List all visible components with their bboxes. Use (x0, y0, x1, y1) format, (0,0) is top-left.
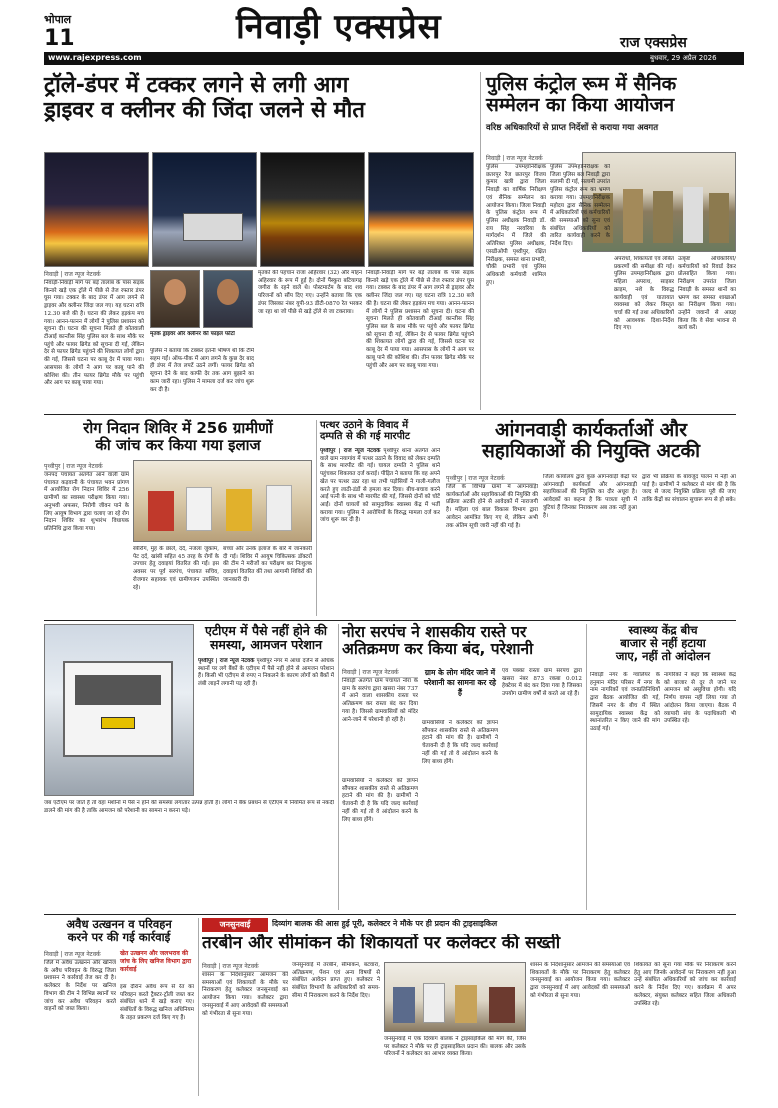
body-col-4: ग्रामवासियों ने कलेक्टर को ज्ञापन सौंपकर शासकीय रास्ते से अतिक्रमण हटाने की मांग की है। ग्रामीणों ने चेतावनी दी है कि यदि जल्द कार्रवाई नहीं की गई तो वे आंदोलन करने के लिए बाध्य होंगे। (342, 778, 418, 823)
headline (44, 74, 474, 123)
body-col-2: पुलिस ने बताया कि टक्कर इतनी भीषण थी कि टीमें सहम गईं। ऑफ-पीक में आग लगने के कुछ देर बाद ही डंपर में तेज लपटें उठने लगीं। फायर ब्रिगेड को सूचना देने के बाद काफी देर तक आग बुझाने का काम जारी रहा। पुलिस ने मामला दर्ज कर जांच शुरू कर दी है। (150, 348, 254, 393)
headline-line-1: पत्थर उठाने के विवाद में (320, 420, 409, 431)
headline-line-2: सहायिकाओं की नियुक्ति अटकी (481, 440, 701, 463)
deck: वरिष्ठ अधिकारियों से प्राप्त निर्देशों से कराया गया अवगत (486, 123, 659, 133)
headline-line-1: अवैध उत्खनन व परिवहन (66, 917, 172, 931)
headline (446, 420, 736, 463)
byline: पृथ्वीपुर | राज न्यूज नेटवर्क (320, 448, 381, 454)
headline (590, 624, 736, 663)
story-nora-sarpanch (342, 624, 582, 910)
jansunvai-photo (384, 962, 526, 1032)
body-col-4: उत्कृष्ट अधिकारियों/कर्मचारियों को रिवार्ड देकर प्रोत्साहित किया गया। निरीक्षण उपरांत जिला निवाड़ी के समस्त थानों का भ्रमण कर समस्त शाखाओं का निरीक्षण किया गया। उन्होंने जवानों से आग्रह किया कि वे सेवा भावना से कार्य करें। (678, 256, 736, 332)
body-col-3: मृतकों की पहचान राजा अहिरवार (32) और मोहन अहिरवार के रूप में हुई है। दोनों पैंस्कुरा बटियागढ़ जगीरा के रहने वाले थे। पोस्टमार्टम के बाद शव परिजनों को सौंप दिए गए। उन्होंने बताया कि एक डंपर जिसका नंबर यूपी-93 डीटी-0870 रेत भरकर जा रहा था जो पीछे से खड़े ट्रॉले से जा टकराया। (258, 270, 362, 315)
atm-truck-photo (44, 624, 194, 796)
story-illegal-mining (44, 918, 194, 1096)
byline: पृथ्वीपुर | राज न्यूज नेटवर्क (198, 658, 255, 664)
story-jansunvai (202, 918, 736, 1096)
body-col-1: शासन के निर्देशानुसार आमजन की समस्याओं एवं शिकायतों के मौके पर निराकरण हेतु कलेक्टर जनसुनवाई का आयोजन किया गया। कलेक्टर द्वारा जनसुनवाई में आए आवेदकों की समस्याओं को गंभीरता से सुना गया। (202, 972, 288, 1017)
headline (320, 420, 440, 442)
headline-line-1: ट्रॉले-डंपर में टक्कर लगने से लगी आग (44, 73, 349, 98)
headline (44, 918, 194, 944)
body-col-1: जनपद पंचायत अंतर्गत आने वाली ग्राम पंचायत कड़वानी के पंचायत भवन प्रांगण में आयोजित रोग निदान शिविर में 256 ग्रामीणों का स्वास्थ्य परीक्षण किया गया। अनुभवी अफसर, निरोगी जीवन पाने के लिए आयुष विभाग द्वारा चलाए जा रहे रोग निदान शिविर का शुभारंभ विधायक प्रतिनिधि द्वारा किया गया। (44, 472, 129, 533)
body-col-2: इस दौरान अवैध रूप से रेत का परिवहन करते ट्रैक्टर-ट्रॉली जब्त कर संबंधित थाने में खड़े कराए गए। संबंधितों के विरुद्ध खनिज अधिनियम के तहत प्रकरण दर्ज किए गए हैं। (120, 984, 194, 1021)
story-health-camp (44, 420, 312, 616)
headline-line-2: दम्पति से की गई मारपीट (320, 431, 410, 443)
subhead: खेत उत्खनन और जलभराव की जांच के लिए खनिज विभाग द्वारा कार्रवाई (120, 950, 192, 973)
story-anganwadi (446, 420, 736, 616)
byline: निवाड़ी | राज न्यूज नेटवर्क (486, 154, 576, 164)
headline-line-2: समस्या, आमजन परेशान (209, 637, 323, 652)
body-col-2: जनसुनवाई में तरबीन, सीमांकन, बंटवारा, अतिक्रमण, पेंशन एवं अन्य विषयों से संबंधित आवेदन प्राप्त हुए। कलेक्टर ने संबंधित विभागों के अधिकारियों को समय-सीमा में निराकरण करने के निर्देश दिए। (292, 962, 380, 999)
story-police-sammelan (486, 72, 736, 410)
headline-line-1: एटीएम में पैसे नहीं होने की (204, 623, 328, 638)
body-col-4: शासन के निर्देशानुसार आमजन की समस्याओं एवं शिकायतों के मौके पर निराकरण हेतु कलेक्टर जनसुनवाई का आयोजन किया गया। कलेक्टर द्वारा जनसुनवाई में आए आवेदकों की समस्याओं को गंभीरता से सुना गया। (530, 962, 630, 999)
column-rule (198, 918, 199, 1096)
byline: पृथ्वीपुर | राज न्यूज नेटवर्क (44, 462, 129, 472)
masthead (0, 0, 778, 70)
headline-line-1: पुलिस कंट्रोल रूम में सैनिक (486, 73, 677, 95)
headline-line-2: अतिक्रमण कर किया बंद, परेशानी (342, 640, 534, 659)
byline: निवाड़ी | राज न्यूज नेटवर्क (44, 270, 144, 280)
body-col-3: द्वारा भी प्रक्रिया के बावजूद पालन में नहीं आ पाई है। ग्रामीणों ने कलेक्टर से मांग की है कि जल्द से जल्द नियुक्ति प्रक्रिया पूरी की जाए ताकि केंद्रों का संचालन सुचारू रूप से हो सके। (642, 474, 736, 504)
photo-caption: मृतक ड्राइवर और क्लीनर की फाइल फोटो (150, 331, 235, 337)
body-para-1: पृथ्वीपुर थाना अंतर्गत आने वाले ग्राम नयागांव में पत्थर उठाने के विवाद को लेकर दम्पति के साथ मारपीट की गई। घायल दम्पति ने पुलिस थाने पहुंचकर शिकायत दर्ज कराई। पीड़ित ने बताया कि वह अपने खेत पर पत्थर उठा रहा था तभी पड़ोसियों ने गाली-गलौज करते हुए लाठी-डंडों से हमला कर दिया। (320, 448, 440, 493)
story-atm (44, 624, 334, 910)
body-col-3: जनसुनवाई में एक दिव्यांग बालक ने ट्राइसाइकिल की मांग की, जिस पर कलेक्टर ने मौके पर ही ट्राइसाइकिल प्रदान की। बालक और उसके परिजनों ने कलेक्टर का आभार व्यक्त किया। (384, 1036, 526, 1058)
story-health-centre (590, 624, 736, 910)
body-col-3: बच्चा और उनके इलाज के बारे में जानकारी दी गई। शिविर में आयुष चिकित्सक डॉक्टरों की टीम ने मरीजों का परीक्षण कर निःशुल्क दवाइयां वितरित कीं तथा आगामी शिविरों की जानकारी दी। (223, 546, 312, 583)
date-line: बुधवार, 29 अप्रैल 2026 (650, 54, 717, 62)
body-col-2: ग्रामवासियों ने कलेक्टर को ज्ञापन सौंपकर शासकीय रास्ते से अतिक्रमण हटाने की मांग की है। ग्रामीणों ने चेतावनी दी है कि यदि जल्द कार्रवाई नहीं की गई तो वे आंदोलन करने के लिए बाध्य होंगे। (422, 720, 498, 765)
section-tag: जनसुनवाई (202, 918, 268, 932)
body-col-4: निवाड़ी-निवाड़ी मार्ग पर बड़े तालाब के पास सड़क किनारे खड़े एक ट्रॉले में पीछे से तेज रफ्तार डंपर घुस गया। टक्कर के बाद डंपर में आग लगने से ड्राइवर और क्लीनर जिंदा जल गए। यह घटना रात्रि 12.30 बजे की है। घटना की लेकर हड़कंप मच गया। आनन-फानन में लोगों ने पुलिस प्रशासन को सूचना दी। घटना की सूचना मिलते ही कोतवाली टीआई कान्तीस सिंह पुलिस बल के साथ मौके पर पहुंचे और फायर ब्रिगेड को सूचना दी गई, लेकिन देर से फायर ब्रिगेड पहुंचने की शिकायत लोगों द्वारा की गई, जिससे घटना पर काबू देर में पाया गया। आसपास के लोगों ने आग पर काबू पाने की कोशिश की। तीन फायर ब्रिगेड मौके पर पहुंची और आग पर काबू पाया गया। (366, 270, 474, 369)
city-label: भोपाल (44, 13, 72, 26)
body-col-1: निवाड़ी-निवाड़ी मार्ग पर बड़े तालाब के पास सड़क किनारे खड़े एक ट्रॉले में पीछे से तेज रफ्तार डंपर घुस गया। टक्कर के बाद डंपर में आग लगने से ड्राइवर और क्लीनर जिंदा जल गए। यह घटना रात्रि 12.30 बजे की है। घटना की लेकर हड़कंप मच गया। आनन-फानन में लोगों ने पुलिस प्रशासन को सूचना दी। घटना की सूचना मिलते ही कोतवाली टीआई कान्तीस सिंह पुलिस बल के साथ मौके पर पहुंचे और फायर ब्रिगेड को सूचना दी गई, लेकिन देर से फायर ब्रिगेड पहुंचने की शिकायत लोगों द्वारा की गई, जिससे घटना पर काबू देर में पाया गया। आसपास के लोगों ने आग पर काबू पाने की कोशिश की। तीन फायर ब्रिगेड मौके पर पहुंची और आग पर काबू पाया गया। (44, 280, 144, 387)
headline-line-1: स्वास्थ्य केंद्र बीच (628, 623, 698, 637)
column-rule (316, 420, 317, 616)
column-rule (480, 72, 481, 410)
section-rule (44, 414, 736, 415)
body-col-1: जिले में अवैध उत्खनन और खनिज के अवैध परिवहन के विरुद्ध जिला प्रशासन ने कार्रवाई तेज कर दी है। कलेक्टर के निर्देश पर खनिज विभाग की टीम ने विभिन्न स्थानों पर जांच कर अवैध परिवहन करते वाहनों को जब्त किया। (44, 960, 116, 1013)
body-col-1: निवाड़ी अंतर्गत ग्राम पंचायत नोरा के ग्राम के सरपंच द्वारा खसरा नंबर 737 में आने वाला शासकीय रास्ता पर अतिक्रमण कर रास्ता बंद कर दिया गया है। जिससे ग्रामवासियों को मंदिर आने-जाने में परेशानी हो रही है। (342, 678, 418, 723)
website-url[interactable]: www.rajexpress.com (48, 53, 142, 62)
victim-photo-2 (203, 270, 253, 328)
headline-line-1: आंगनवाड़ी कार्यकर्ताओं और (495, 419, 687, 441)
body-col-1 (198, 658, 334, 798)
body-col-1: निवाड़ी नगर के ग्वालियर के हनुमान मंदिर परिसर में नगर के नाम नागरिकों एवं जनप्रतिनिधियों द्वारा बैठक आयोजित की गई, जिसमें नगर के बीच में स्थित सामुदायिक स्वास्थ्य केंद्र को स्थानांतरित न किए जाने की मांग उठाई गई। (590, 672, 660, 733)
body-col-2: जब एटीएम पर जाते हैं तो वहां मशीनों में पैसे न होने की समस्या लगातार उत्पन्न होती है। लोगों ने बैंक प्रबंधन से एटीएम में नियमित रूप से नकदी डालने की मांग की है ताकि आमजन को परेशानी का सामना न करना पड़े। (44, 800, 334, 814)
headline-line-3: जाए, नहीं तो आंदोलन (615, 648, 711, 663)
column-rule (586, 624, 587, 910)
byline: निवाड़ी | राज न्यूज नेटवर्क (44, 950, 116, 960)
headline (44, 420, 312, 454)
body-col-1: पुलिस उपमहानिरीक्षक छतरपुर रेंज छतरपुर विजय कुमार खत्री द्वारा जिला निवाड़ी का वार्षिक निरीक्षण एवं सैनिक सम्मेलन का आयोजन किया। जिला निवाड़ी के पुलिस कंट्रोल रूम में पुलिस अधीक्षक निवाड़ी डॉ. राय सिंह नरवरिया के मार्गदर्शन में जिले की अतिरिक्त पुलिस अधीक्षक, एसडीओपी पृथ्वीपुर, रक्षित निरीक्षक, समस्त थाना प्रभारी, चौकी प्रभारी एवं पुलिस अधिकारी कर्मचारी शामिल हुए। (486, 164, 546, 286)
section-rule (44, 914, 736, 915)
fire-photo-2 (152, 152, 257, 267)
body-text (320, 448, 440, 616)
overline: दिव्यांग बालक की आस हुई पूरी, कलेक्टर ने मौके पर ही प्रदान की ट्राइसाइकिल (272, 919, 498, 928)
body-col-2: नागरिकों ने कहा कि स्वास्थ्य केंद्र को बाजार से दूर ले जाने पर आमजन को असुविधा होगी। यदि निर्णय वापस नहीं लिया गया तो आंदोलन किया जाएगा। बैठक में व्यापारी संघ के पदाधिकारी भी उपस्थित रहे। (664, 672, 736, 725)
body-para-1: पृथ्वीपुर नगर में आधा दर्जन से अधिक स्थानों पर लगे बैंकों के एटीएम में पैसे नहीं होने से आमजन परेशान हैं। किसी भी एटीएम से रुपए न निकलने के कारण लोगों को बैंकों में लंबी लाइनें लगानी पड़ रही हैं। (198, 658, 334, 688)
column-rule (338, 624, 339, 910)
story-stone-dispute (320, 420, 440, 616)
body-col-1: जिले के विभिन्न ग्रामों में आंगनवाड़ी कार्यकर्ताओं और सहायिकाओं की नियुक्ति की प्रक्रिया अटकी होने से आवेदकों में नाराजगी है। महिला एवं बाल विकास विभाग द्वारा आवेदन आमंत्रित किए गए थे, लेकिन अभी तक अंतिम सूची जारी नहीं की गई है। (446, 484, 538, 529)
byline: निवाड़ी | राज न्यूज नेटवर्क (202, 962, 288, 972)
masthead-title: निवाड़ी एक्सप्रेस (236, 7, 442, 47)
section-rule (44, 620, 736, 621)
headline-line-1: रोग निदान शिविर में 256 ग्रामीणों (83, 419, 273, 437)
brand-logo: राज एक्सप्रेस (620, 35, 687, 51)
fire-photo-1 (44, 152, 149, 267)
headline-line-2: ड्राइवर व क्लीनर की जिंदा जलने से मौत (44, 97, 365, 123)
headline (486, 74, 736, 117)
byline: पृथ्वीपुर | राज न्यूज नेटवर्क (446, 474, 536, 484)
body-col-2: जिला कार्यालय द्वारा कुछ आंगनवाड़ी केंद्रों पर आंगनवाड़ी कार्यकर्ता और आंगनवाड़ी सहायिकाओं की नियुक्ति का दौर अधूरा है। आवेदकों का कहना है कि पात्रता सूची में त्रुटियां हैं जिनका निराकरण अब तक नहीं हुआ है। (543, 474, 637, 519)
byline: निवाड़ी | राज न्यूज नेटवर्क (342, 668, 418, 678)
story-truck-fire (44, 72, 474, 410)
headline-line-2: की जांच कर किया गया इलाज (95, 435, 261, 454)
body-col-5: शिकायत को सूना गया मौके पर निराकरण करने हेतु आए जिनके आवेदनों पर निराकरण नहीं हुआ उन्हें संबंधित अधिकारियों को जांच कर कार्रवाई करने के निर्देश दिए गए। कार्यक्रम में अपर कलेक्टर, संयुक्त कलेक्टर सहित जिला अधिकारी उपस्थित रहे। (634, 962, 736, 1007)
headline-line-2: सम्मेलन का किया आयोजन (486, 94, 675, 117)
body-col-3: एवं पक्का रास्ता ग्राम सरपंच द्वारा खसरा नंबर 873 रकबा 0.012 हेक्टेयर में बंद कर दिया गया है जिसका उपयोग ग्रामीण वर्षों से करते आ रहे हैं। (502, 668, 582, 698)
camp-photo (133, 460, 312, 542)
headline (342, 624, 582, 659)
body-col-2: स्त्रीरोग, मुंह के छाले, दर्द, नजला जुकाम, पेट दर्द, खांसी सहित 45 तरह के रोगों के उपचार हेतु दवाइयां वितरित की गईं। इस अवसर पर पूर्व सरपंच, पंचायत सचिव, रोजगार सहायक एवं ग्रामीणजन उपस्थित रहे। (133, 546, 219, 591)
fire-photo-3 (260, 152, 365, 267)
body-col-3: अपराधों, शिकायतों एवं लंबित प्रकरणों की समीक्षा की गई। पुलिस उपमहानिरीक्षक द्वारा महिला अपराध, साइबर क्राइम, नशे के विरुद्ध कार्यवाही एवं यातायात व्यवस्था को लेकर विस्तृत चर्चा की गई तथा अधिकारियों को आवश्यक दिशा-निर्देश दिए गए। (614, 256, 674, 332)
body-para-2: बीच-बचाव करने आई पत्नी के साथ भी मारपीट की गई, जिससे दोनों को चोटें आईं। दोनों घायलों को सामुदायिक स्वास्थ्य केंद्र में भर्ती कराया गया। पुलिस ने आरोपियों के विरुद्ध मामला दर्ज कर जांच शुरू कर दी है। (320, 486, 440, 524)
headline-line-1: नोरा सरपंच ने शासकीय रास्ते पर (342, 623, 527, 641)
body-col-2: पुलिस उपमहानिरीक्षक को जिला पुलिस बल निवाड़ी द्वारा सलामी दी गई, सलामी उपरांत पुलिस कंट्रोल रूम का भ्रमण कराया गया। उपमहानिरीक्षक महोदय द्वारा सैनिक सम्मेलन में अधिकारियों एवं कर्मचारियों की समस्याओं को सुना एवं संबंधित अधिकारियों को त्वरित कार्यवाही करने के निर्देश दिए। (550, 164, 610, 248)
victim-photo-1 (150, 270, 200, 328)
pull-quote: ग्राम के लोग मंदिर जाने में परेशानी का सामना कर रहे हैं (423, 668, 497, 697)
page-number: 11 (44, 26, 75, 51)
fire-photo-4 (368, 152, 474, 267)
headline: तरबीन और सीमांकन की शिकायतों पर कलेक्टर की सख्ती (202, 934, 561, 953)
headline (198, 624, 334, 652)
headline-line-2: करने पर की गई कार्रवाई (67, 929, 171, 944)
masthead-strip (44, 52, 744, 65)
headline-line-2: बाजार से नहीं हटाया (620, 635, 706, 650)
